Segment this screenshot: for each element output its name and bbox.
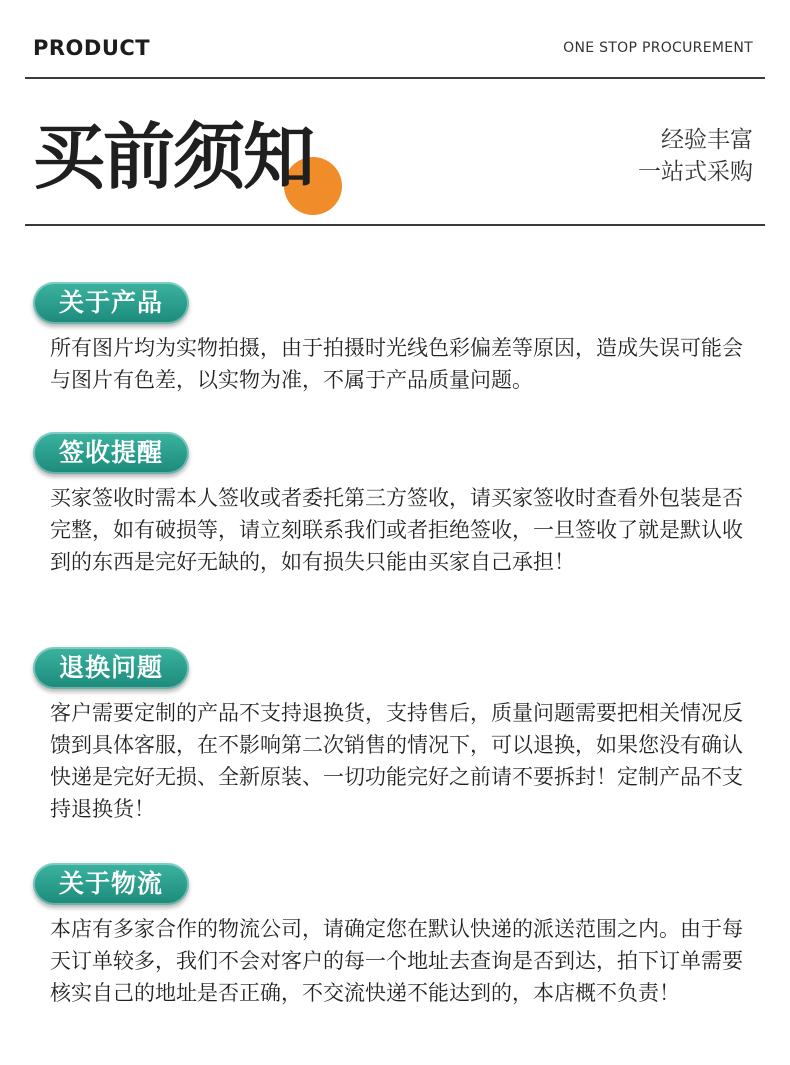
top-bar <box>33 36 753 66</box>
title-block <box>33 112 333 202</box>
slogan-line-2: 一站式采购 <box>638 159 753 185</box>
section-returns <box>33 647 763 825</box>
slogan-line-1: 经验丰富 <box>661 127 753 153</box>
section-logistics <box>33 863 763 1009</box>
section-body-logistics: 本店有多家合作的物流公司，请确定您在默认快递的派送范围之内。由于每天订单较多，我们不会对客户的每一个地址去查询是否到达，拍下订单需要核实自己的地址是否正确，不交流快递不能达到的，本店概不负责！ <box>50 917 743 1005</box>
header-divider <box>25 224 765 226</box>
brand-label: PRODUCT <box>33 36 151 60</box>
top-divider <box>25 77 765 79</box>
slogan <box>638 124 753 188</box>
tagline: ONE STOP PROCUREMENT <box>563 40 753 56</box>
section-heading-logistics: 关于物流 <box>33 863 189 905</box>
section-body-returns: 客户需要定制的产品不支持退换货，支持售后，质量问题需要把相关情况反馈到具体客服，在不影响第二次销售的情况下，可以退换，如果您没有确认快递是完好无损、全新原装、一切功能完好之前请不要拆封！定制产品不支持退换货！ <box>50 701 743 821</box>
section-signing <box>33 432 763 578</box>
section-body-product: 所有图片均为实物拍摄，由于拍摄时光线色彩偏差等原因，造成失误可能会与图片有色差，以实物为准，不属于产品质量问题。 <box>50 336 743 392</box>
section-heading-returns: 退换问题 <box>33 647 189 689</box>
page-title: 买前须知 <box>33 115 314 199</box>
section-product <box>33 282 763 396</box>
section-body-signing: 买家签收时需本人签收或者委托第三方签收，请买家签收时查看外包装是否完整，如有破损等，请立刻联系我们或者拒绝签收，一旦签收了就是默认收到的东西是完好无缺的，如有损失只能由买家自己承担！ <box>50 486 743 574</box>
section-heading-product: 关于产品 <box>33 282 189 324</box>
section-heading-signing: 签收提醒 <box>33 432 189 474</box>
